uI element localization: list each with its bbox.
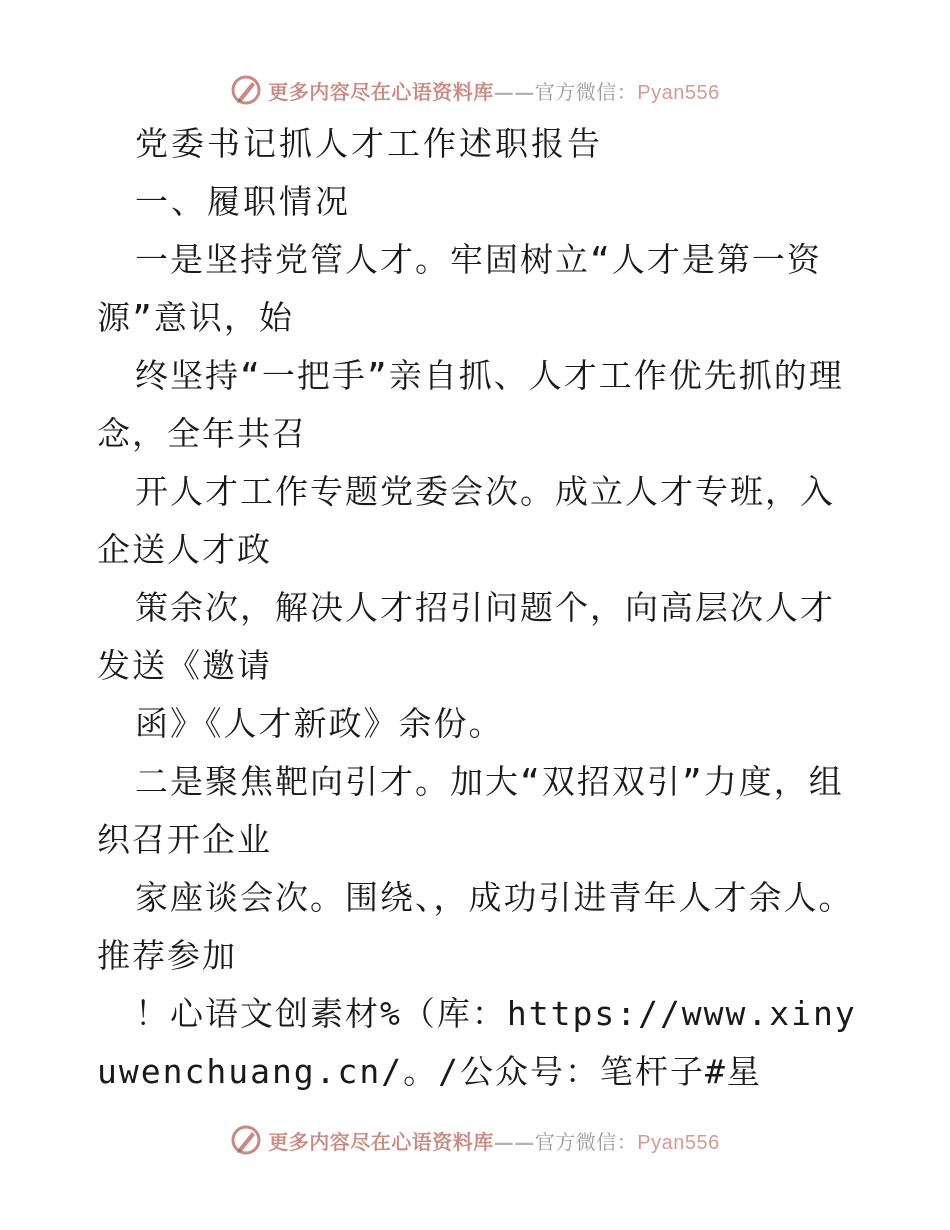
pen-logo-icon — [230, 74, 262, 106]
watermark-text: 更多内容尽在心语资料库——官方微信：Pyan556 — [268, 79, 720, 104]
paragraph: 终坚持“一把手”亲自抓、人才工作优先抓的理念，全年共召 — [97, 356, 844, 453]
document-body — [97, 115, 867, 1101]
paragraph: 二是聚焦靶向引才。加大“双招双引”力度，组织召开企业 — [97, 762, 844, 859]
paragraph: 开人才工作专题党委会次。成立人才专班，入企送人才政 — [97, 472, 835, 569]
document-title: 党委书记抓人才工作述职报告 — [135, 124, 603, 163]
section-heading: 一、履职情况 — [135, 182, 351, 221]
footer-watermark — [0, 1120, 950, 1160]
paragraph: 函》《人才新政》余份。 — [135, 704, 504, 743]
paragraph: 家座谈会次。围绕、，成功引进青年人才余人。推荐参加 — [97, 878, 854, 975]
header-watermark — [0, 70, 950, 110]
paragraph: 一是坚持党管人才。牢固树立“人才是第一资源”意识，始 — [97, 240, 822, 337]
pen-logo-icon — [230, 1124, 262, 1156]
paragraph: 策余次，解决人才招引问题个，向高层次人才发送《邀请 — [97, 588, 835, 685]
paragraph: ！心语文创素材%（库：https://www.xinyuwenchuang.cn/。/公众号：笔杆子#星 — [97, 994, 857, 1091]
watermark-text: 更多内容尽在心语资料库——官方微信：Pyan556 — [268, 1129, 720, 1154]
